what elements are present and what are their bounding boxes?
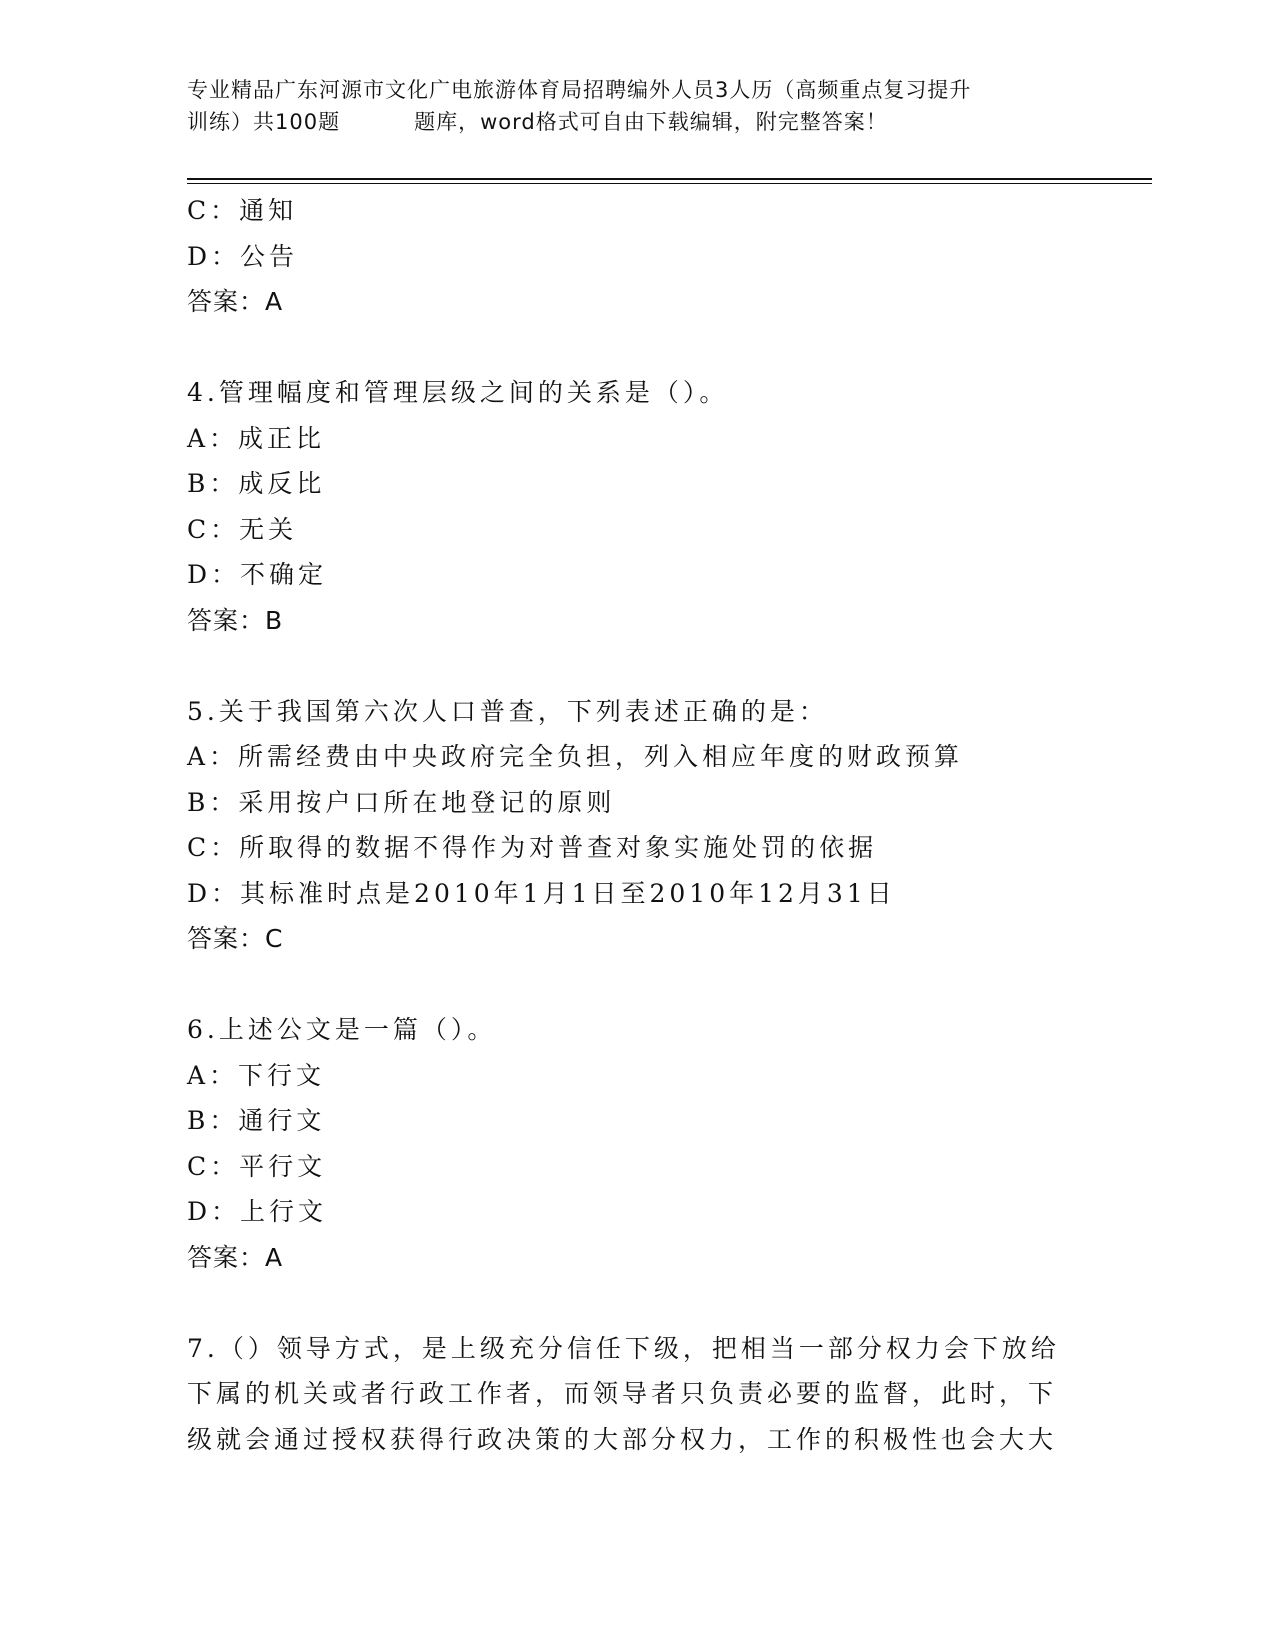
header-rule-thin <box>187 183 1152 184</box>
question-4 <box>187 370 1137 643</box>
option-b: B：采用按户口所在地登记的原则 <box>187 787 616 817</box>
answer: 答案：C <box>187 924 284 953</box>
spacer <box>187 325 1137 371</box>
option-a: A：所需经费由中央政府完全负担，列入相应年度的财政预算 <box>187 742 964 771</box>
option-c: C：无关 <box>187 514 298 544</box>
header-line-1: 专业精品广东河源市文化广电旅游体育局招聘编外人员3人历（高频重点复习提升 <box>187 78 972 102</box>
option-c: C：所取得的数据不得作为对普查对象实施处罚的依据 <box>187 833 878 862</box>
question-stem: 4.管理幅度和管理层级之间的关系是（）。 <box>187 378 729 407</box>
spacer <box>187 962 1137 1008</box>
question-7 <box>187 1326 1137 1463</box>
question-5 <box>187 689 1137 962</box>
question-stem: 6.上述公文是一篇（）。 <box>187 1015 497 1044</box>
option-c: C：通知 <box>187 196 298 225</box>
question-stem-line-1: 7.（）领导方式，是上级充分信任下级，把相当一部分权力会下放给 <box>187 1333 1060 1363</box>
option-d: D：不确定 <box>187 560 328 589</box>
answer: 答案：A <box>187 287 284 316</box>
header-line-2-part-a: 训练）共100题 <box>187 110 341 134</box>
option-a: A：下行文 <box>187 1060 326 1090</box>
header-rule-thick <box>187 178 1152 180</box>
option-c: C：平行文 <box>187 1151 327 1181</box>
question-stem-line-3: 级就会通过授权获得行政决策的大部分权力，工作的积极性也会大大 <box>187 1424 1058 1454</box>
answer: 答案：B <box>187 605 284 635</box>
header-line-2-part-b: 题库，word格式可自由下载编辑，附完整答案！ <box>414 110 888 134</box>
option-d: D：其标准时点是2010年1月1日至2010年12月31日 <box>187 878 896 908</box>
option-d: D：公告 <box>187 241 299 271</box>
option-a: A：成正比 <box>187 423 326 453</box>
document-header <box>187 74 1087 138</box>
option-b: B：成反比 <box>187 469 326 498</box>
spacer <box>187 643 1137 689</box>
header-line-2 <box>187 106 1087 138</box>
answer: 答案：A <box>187 1242 284 1272</box>
option-b: B：通行文 <box>187 1106 326 1135</box>
spacer <box>187 1280 1137 1326</box>
question-3 <box>187 188 1137 325</box>
question-6 <box>187 1007 1137 1280</box>
question-stem-line-2: 下属的机关或者行政工作者，而领导者只负责必要的监督，此时，下 <box>187 1379 1058 1408</box>
option-d: D：上行文 <box>187 1197 328 1226</box>
question-stem: 5.关于我国第六次人口普查，下列表述正确的是： <box>187 696 828 726</box>
question-list <box>187 188 1137 1462</box>
